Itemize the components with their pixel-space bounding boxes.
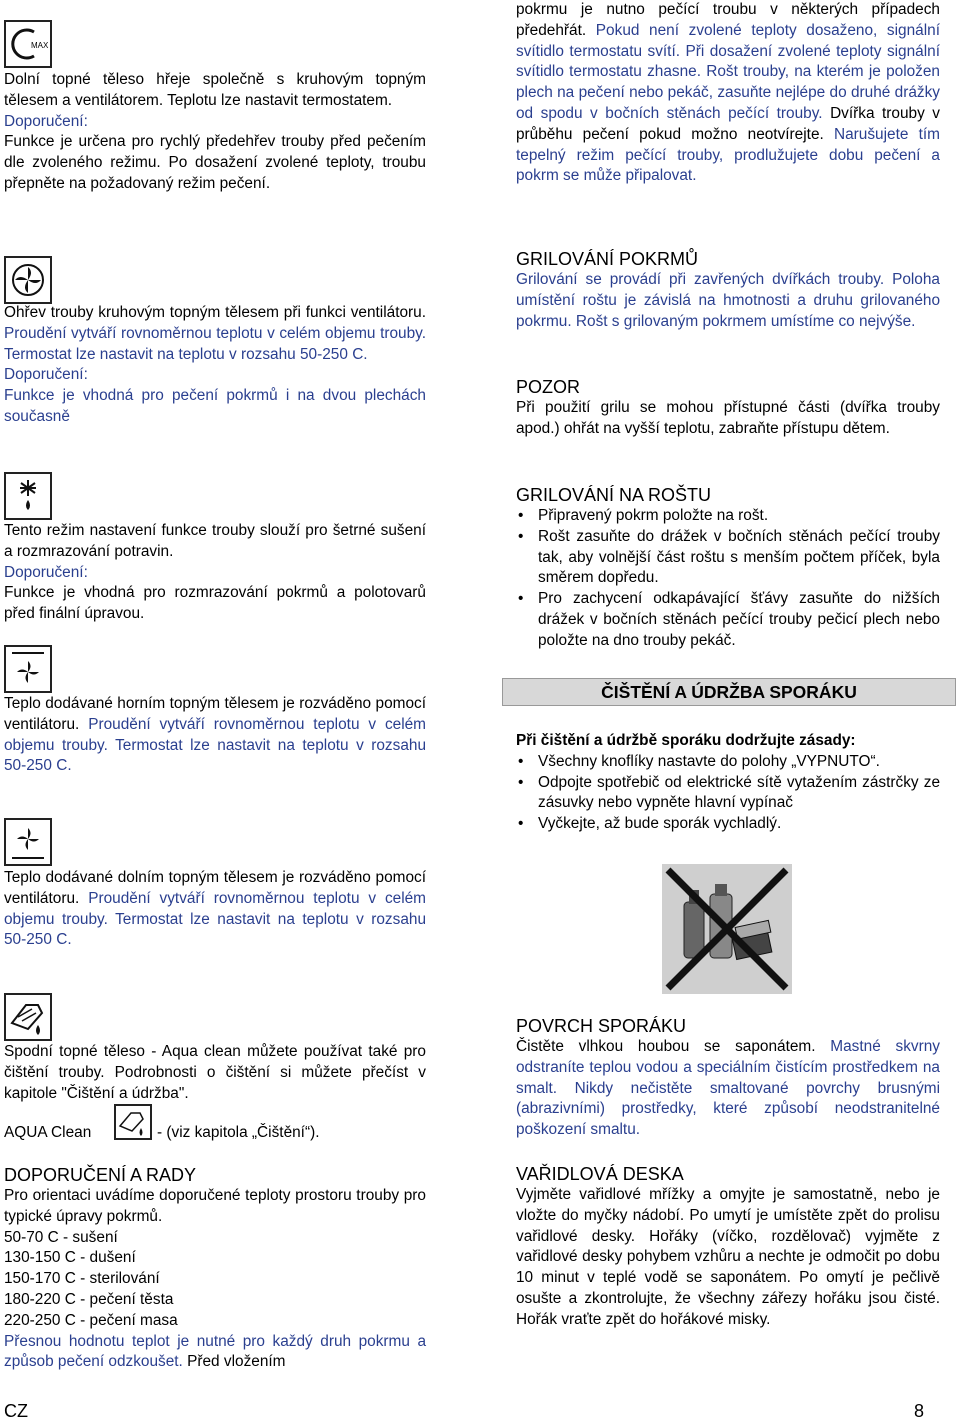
list-item: • Odpojte spotřebič od elektrické sítě vytažením zástrčky ze zásuvky nebo vypněte hlavní vypínač bbox=[538, 773, 940, 815]
grill-section bbox=[516, 248, 940, 332]
continuation-text: pokrmu je nutno pečící troubu v některých případech předehřát. Pokud není zvolené teploty dosaženo, signální svítidlo termostatu svítí. Při dosažení zvolené teploty signální svítidlo termostatu zhasne. Rošt trouby, na kterém je položen plech na pečení nebo pekáč, zasuňte nejlépe do druhé drážky od spodu v bočních stěnách pečící trouby. Dvířka trouby v průběhu pečení pokud možno neotvírejte. Narušujete tím tepelný režim pečící trouby, prodlužujete dobu pečení a pokrm se může připalovat. bbox=[516, 1, 941, 185]
grill-rack-title: GRILOVÁNÍ NA ROŠTU bbox=[516, 485, 712, 505]
mode5-block bbox=[4, 868, 426, 951]
c-max-rapid-heat-icon bbox=[4, 20, 50, 66]
mode2-description: Ohřev trouby kruhovým topným tělesem při funkci ventilátoru. Proudění vytváří rovnoměrnou teplotu v celém objemu trouby. Termostat lze nastavit na teplotu v rozsahu 50-250 C. bbox=[4, 304, 426, 363]
surface-title: POVRCH SPORÁKU bbox=[516, 1016, 687, 1036]
bottom-heat-fan-icon bbox=[4, 818, 52, 871]
cleaning-lead: Při čištění a údržbě sporáku dodržujte zásady: bbox=[516, 732, 856, 749]
list-item: • Rošt zasuňte do drážek v bočních stěnách pečící trouby tak, aby volnější část roštu s menším počtem příček, byla směrem dopředu. bbox=[538, 527, 940, 589]
mode1-block bbox=[4, 70, 426, 195]
footer-page-number: 8 bbox=[914, 1401, 925, 1421]
advice-title: DOPORUČENÍ A RADY bbox=[4, 1165, 197, 1185]
hob-title: VAŘIDLOVÁ DESKA bbox=[516, 1164, 684, 1184]
aqua-clean-line bbox=[4, 1104, 426, 1144]
grill-rack-section bbox=[516, 484, 940, 652]
surface-text: Čistěte vlhkou houbou se saponátem. Mastné skvrny odstraníte teplou vodou a speciálním čistícím prostředkem na smalt. Nikdy nečistěte smaltované povrchy brusnými (abrazivními) prostředky, které způsobí neodstranitelné poškození smaltu. bbox=[516, 1038, 941, 1139]
advice-temp-4: 180-220 C - pečení těsta bbox=[4, 1290, 174, 1308]
grill-text: Grilování se provádí při zavřených dvířkách trouby. Poloha umístění roštu je závislá na hmotnosti a druhu grilovaného pokrmu. Rošt s grilovaným pokrmem umístíme co nejvýše. bbox=[516, 271, 940, 330]
mode6-description: Spodní topné těleso - Aqua clean můžete používat také pro čištění trouby. Podrobnosti o čištění si můžete přečíst v kapitole "Čištění a údržba". bbox=[4, 1043, 426, 1102]
list-item: • Všechny knoflíky nastavte do polohy „VYPNUTO“. bbox=[538, 752, 940, 773]
mode1-description: Dolní topné těleso hřeje společně s kruhovým topným tělesem a ventilátorem. Teplotu lze nastavit termostatem. bbox=[4, 71, 426, 109]
warning-section bbox=[516, 376, 940, 440]
top-heat-fan-icon bbox=[4, 645, 52, 698]
advice-temp-5: 220-250 C - pečení masa bbox=[4, 1311, 178, 1329]
svg-text:MAX: MAX bbox=[31, 41, 49, 50]
warning-text: Při použití grilu se mohou přístupné části (dvířka trouby apod.) ohřát na vyšší teplotu, zabraňte přístupu dětem. bbox=[516, 399, 940, 437]
mode3-recommendation-text: Funkce je vhodná pro rozmrazování pokrmů a polotovarů před finální úpravou. bbox=[4, 584, 426, 623]
cleaning-section bbox=[516, 731, 940, 835]
grill-rack-list bbox=[516, 506, 940, 652]
mode1-recommendation-text: Funkce je určena pro rychlý předehřev trouby před pečením dle zvoleného režimu. Po dosažení zvolené teploty, troubu přepněte na požadovaný režim pečení. bbox=[4, 133, 426, 192]
surface-section bbox=[516, 1015, 940, 1141]
aqua-clean-reference: - (viz kapitola „Čištění“). bbox=[157, 1124, 320, 1141]
continuation-block bbox=[516, 0, 940, 187]
advice-intro: Pro orientaci uvádíme doporučené teploty prostoru trouby pro typické úpravy pokrmů. bbox=[4, 1187, 426, 1225]
warning-title: POZOR bbox=[516, 377, 581, 397]
list-item: • Pro zachycení odkapávající šťávy zasuňte do nižších drážek v bočních stěnách pečící trouby pečicí plech nebo položte na dno trouby pekáč. bbox=[538, 589, 940, 651]
advice-temp-2: 130-150 C - dušení bbox=[4, 1249, 136, 1267]
mode2-block bbox=[4, 303, 426, 428]
aqua-clean-icon bbox=[4, 993, 52, 1046]
mode6-block bbox=[4, 1042, 426, 1104]
grill-title: GRILOVÁNÍ POKRMŮ bbox=[516, 249, 699, 269]
mode3-block bbox=[4, 521, 426, 625]
list-item: • Připravený pokrm položte na rošt. bbox=[538, 506, 940, 527]
aqua-clean-small-icon bbox=[114, 1104, 152, 1145]
list-item: • Vyčkejte, až bude sporák vychladlý. bbox=[538, 814, 940, 835]
hob-section bbox=[516, 1163, 940, 1331]
mode2-recommendation-label: Doporučení: bbox=[4, 366, 88, 384]
cleaning-banner: ČIŠTĚNÍ A ÚDRŽBA SPORÁKU bbox=[502, 678, 956, 706]
cleaning-list bbox=[516, 752, 940, 835]
no-abrasive-cleaners-icon bbox=[662, 864, 792, 999]
mode4-description: Teplo dodávané horním topným tělesem je rozváděno pomocí ventilátoru. Proudění vytváří rovnoměrnou teplotu v celém objemu trouby. Termostat lze nastavit na teplotu v rozsahu 50-250 C. bbox=[4, 695, 427, 775]
aqua-clean-label: AQUA Clean bbox=[4, 1124, 92, 1141]
defrost-icon bbox=[4, 472, 52, 525]
mode3-description: Tento režim nastavení funkce trouby slouží pro šetrné sušení a rozmrazování potravin. bbox=[4, 522, 426, 560]
mode3-recommendation-label: Doporučení: bbox=[4, 563, 88, 581]
hob-text: Vyjměte vařidlové mřížky a omyjte je samostatně, nebo je vložte do myčky nádobí. Po umytí je umístěte zpět do prolisu vařidlové desky. Hořáky (víčko, rozdělovač) vyjměte z vařidlové desky pohybem vzhůru a nechte je odmočit po dobu 10 minut v teplé vodě se saponátem. Po omytí je pečlivě osušte a zkontrolujte, že všechny zářezy hořáku jsou čisté. Hořák vraťte zpět do hořákové misky. bbox=[516, 1186, 940, 1328]
mode1-recommendation-label: Doporučení: bbox=[4, 112, 88, 130]
mode5-description: Teplo dodávané dolním topným tělesem je rozváděno pomocí ventilátoru. Proudění vytváří rovnoměrnou teplotu v celém objemu trouby. Termostat lze nastavit na teplotu v rozsahu 50-250 C. bbox=[4, 869, 427, 949]
footer-language: CZ bbox=[4, 1401, 28, 1421]
mode4-block bbox=[4, 694, 426, 777]
advice-temp-3: 150-170 C - sterilování bbox=[4, 1270, 160, 1288]
advice-temp-1: 50-70 C - sušení bbox=[4, 1228, 118, 1246]
advice-section bbox=[4, 1164, 426, 1373]
mode2-recommendation-text: Funkce je vhodná pro pečení pokrmů i na dvou plechách současně bbox=[4, 387, 426, 425]
circular-fan-icon bbox=[4, 256, 52, 309]
advice-outro: Přesnou hodnotu teplot je nutné pro každý druh pokrmu a způsob pečení odzkoušet. Před vložením bbox=[4, 1332, 426, 1371]
